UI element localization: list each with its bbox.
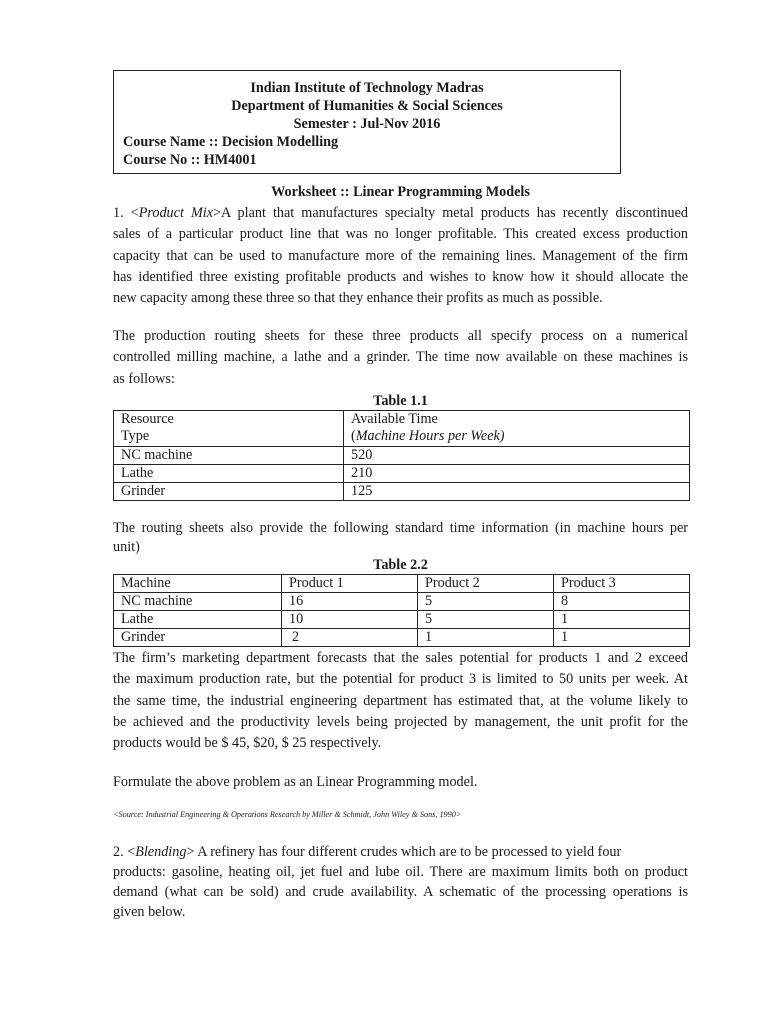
table-cell: NC machine: [114, 593, 282, 611]
q1-p4-line-3: the same time, the industrial engineering department has estimated that, at the volume likely to: [113, 692, 688, 709]
table-row: [114, 629, 690, 647]
q1-source-citation: <Source: Industrial Engineering & Operations Research by Miller & Schmidt, John Wiley & Sons, 1990>: [113, 810, 462, 819]
q1-p2-line-2: controlled milling machine, a lathe and a grinder. The time now available on these machines is: [113, 349, 688, 366]
table-header-cell: Product 1: [282, 575, 418, 593]
table-1-available-time: [113, 410, 690, 501]
table-cell: Lathe: [114, 465, 344, 483]
table-cell: 5: [418, 593, 554, 611]
table-cell: Grinder: [114, 483, 344, 501]
institute-name: Indian Institute of Technology Madras: [250, 80, 484, 96]
course-header-box: [113, 70, 621, 174]
table-cell: 8: [554, 593, 690, 611]
table-2-caption: Table 2.2: [373, 557, 428, 573]
q1-line-5: new capacity among these three so that they enhance their profits as much as possible.: [113, 290, 603, 307]
q1-line-4: has identified three existing profitable products and wishes to know how it should allocate the: [113, 268, 688, 285]
table-header-cell: Machine: [114, 575, 282, 593]
q1-p2-line-1: The production routing sheets for these three products all specify process on a numerical: [113, 328, 688, 344]
q1-line-1: 1. <Product Mix>A plant that manufactures specialty metal products has recently discontinued: [113, 205, 688, 221]
q1-p4-line-5: products would be $ 45, $20, $ 25 respectively.: [113, 735, 382, 752]
table-1-caption: Table 1.1: [373, 393, 428, 409]
table-row: [114, 465, 690, 483]
table-cell: Lathe: [114, 611, 282, 629]
table-row: [114, 575, 690, 593]
q1-p4-line-1: The firm’s marketing department forecasts that the sales potential for products 1 and 2 exceed: [113, 650, 688, 666]
q1-p3-line-2: unit): [113, 539, 140, 555]
q1-paragraph-4: [113, 648, 688, 754]
table-cell: 520: [344, 447, 690, 465]
q2-line-1: 2. <Blending> A refinery has four different crudes which are to be processed to yield four: [113, 844, 622, 860]
q1-paragraph-2: [113, 326, 688, 390]
table-cell: 125: [344, 483, 690, 501]
q1-instruction: Formulate the above problem as an Linear Programming model.: [113, 774, 478, 790]
table-header-cell: Available Time (Machine Hours per Week): [344, 411, 690, 447]
course-number: Course No :: HM4001: [123, 152, 257, 168]
table-cell: 10: [282, 611, 418, 629]
table-cell: 1: [554, 611, 690, 629]
table-cell: NC machine: [114, 447, 344, 465]
q2-tag: Blending: [135, 844, 187, 860]
q1-paragraph-3: [113, 518, 688, 556]
table-cell: 5: [418, 611, 554, 629]
table-2-standard-time: [113, 574, 690, 647]
table-cell: 2: [282, 629, 418, 647]
department-name: Department of Humanities & Social Sciences: [231, 98, 503, 114]
table-cell: 1: [554, 629, 690, 647]
table-row: [114, 447, 690, 465]
q2-line-3: demand (what can be sold) and crude availability. A schematic of the processing operations is: [113, 884, 688, 900]
q2-paragraph: [113, 842, 688, 922]
q1-p2-line-3: as follows:: [113, 370, 175, 387]
table-cell: 1: [418, 629, 554, 647]
q1-paragraph-1: [113, 203, 688, 309]
table-cell: 16: [282, 593, 418, 611]
q2-line-4: given below.: [113, 904, 186, 920]
q1-line-2: sales of a particular product line that was no longer profitable. This created excess production: [113, 226, 688, 243]
table-cell: 210: [344, 465, 690, 483]
semester-label: Semester : Jul-Nov 2016: [293, 116, 441, 132]
q1-tag: Product Mix: [138, 205, 214, 221]
course-name: Course Name :: Decision Modelling: [123, 134, 339, 150]
table-header-cell: Product 3: [554, 575, 690, 593]
q1-p4-line-4: be achieved and the productivity levels being projected by management, the unit profit for the: [113, 713, 688, 730]
table-row: [114, 483, 690, 501]
table-row: [114, 411, 690, 447]
q1-p4-line-2: the maximum production rate, but the potential for product 3 is limited to 50 units per week. At: [113, 671, 688, 688]
q2-line-2: products: gasoline, heating oil, jet fuel and lube oil. There are maximum limits both on product: [113, 864, 688, 880]
table-row: [114, 611, 690, 629]
worksheet-title: Worksheet :: Linear Programming Models: [271, 184, 530, 200]
table-cell: Grinder: [114, 629, 282, 647]
table-header-cell: Product 2: [418, 575, 554, 593]
table-header-cell: Resource Type: [114, 411, 344, 447]
q1-p3-line-1: The routing sheets also provide the following standard time information (in machine hours per: [113, 520, 688, 536]
table-row: [114, 593, 690, 611]
q1-line-3: capacity that can be used to manufacture more of the remaining lines. Management of the firm: [113, 247, 688, 264]
